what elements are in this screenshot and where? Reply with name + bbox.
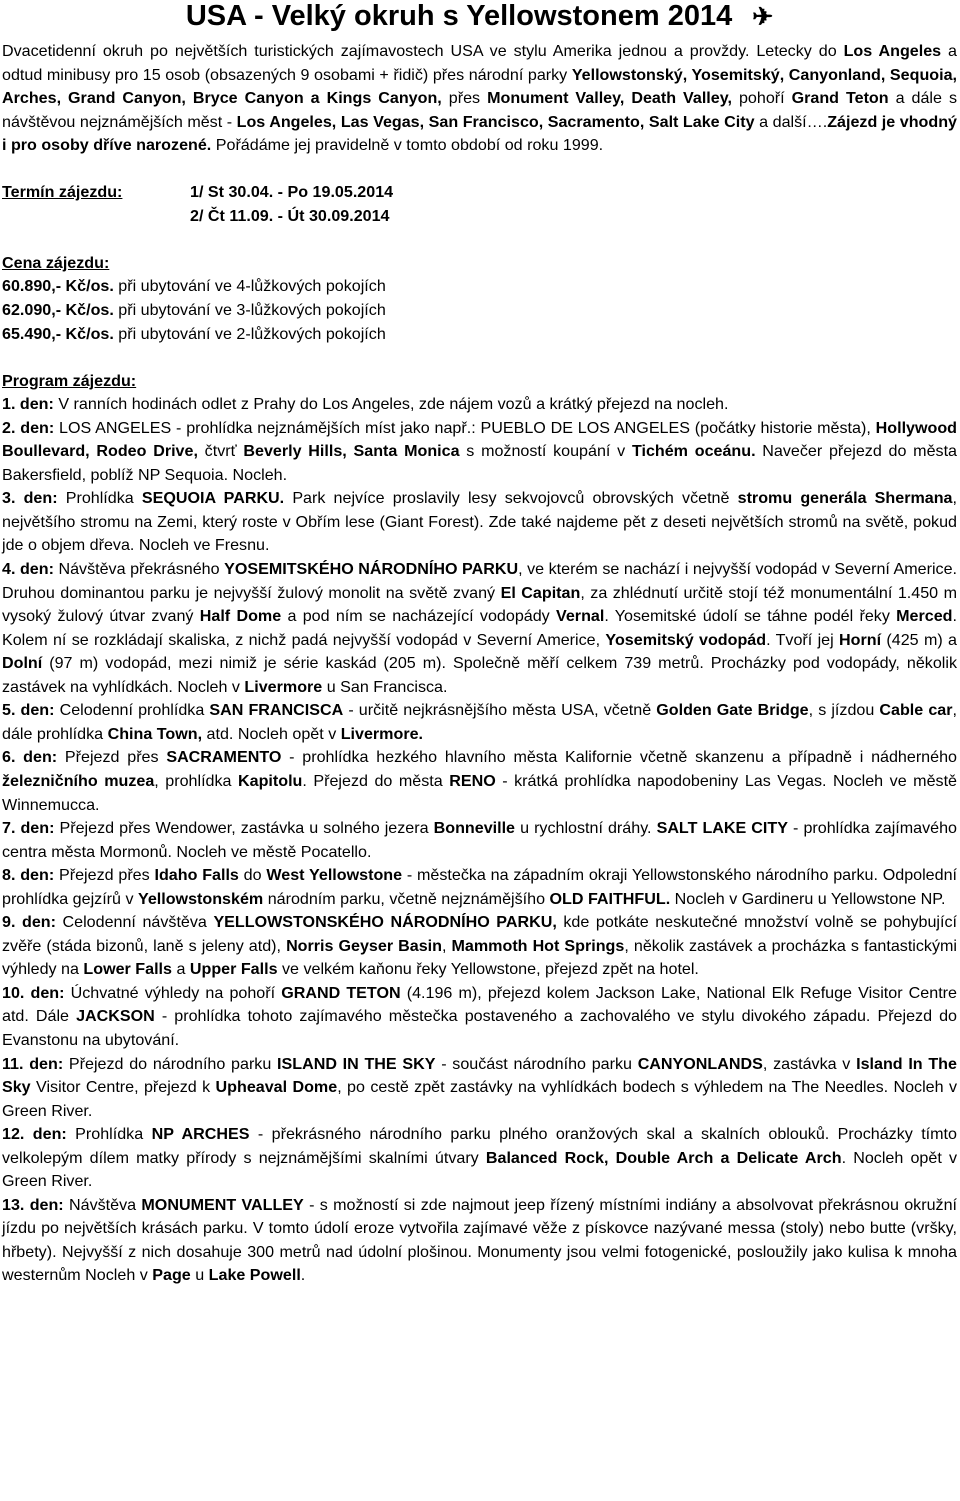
text-run: Vernal — [556, 607, 605, 626]
program-day — [2, 1123, 957, 1194]
term-date-2: 2/ Čt 11.09. - Út 30.09.2014 — [190, 206, 390, 225]
day-label: 5. den: — [2, 701, 55, 720]
program-day — [2, 817, 957, 864]
price-amount: 65.490,- Kč/os. — [2, 324, 114, 343]
text-run: kde potkáte neskutečné množství volně se pohybující zvěře (stáda bizonů, laně s jeleny atd), — [2, 913, 958, 955]
price-row-3 — [2, 323, 957, 347]
text-run: SALT LAKE CITY — [656, 819, 788, 838]
day-label: 13. den: — [2, 1195, 64, 1214]
text-run: MONUMENT VALLEY — [141, 1195, 304, 1214]
text-run: Merced — [896, 607, 953, 626]
text-run: pohoří — [731, 89, 792, 108]
day-label: 2. den: — [2, 418, 55, 437]
text-run: El Capitan — [500, 583, 581, 602]
text-run: OLD FAITHFUL. — [549, 889, 671, 908]
text-run: Norris Geyser Basin — [286, 936, 442, 955]
text-run: SAN FRANCISCA — [209, 701, 344, 720]
program-list — [2, 393, 957, 1288]
day-label: 3. den: — [2, 489, 58, 508]
text-run: Dolní — [2, 654, 43, 673]
text-run: Návštěva překrásného — [53, 560, 225, 579]
text-run: Hollywood Boullevard, Rodeo Drive, — [2, 418, 957, 461]
text-run: Celodenní návštěva — [55, 913, 214, 932]
text-run: Přejezd do národního parku — [63, 1054, 278, 1073]
text-run: , prohlídka — [154, 771, 239, 790]
text-run: Prohlídka — [66, 1125, 152, 1144]
text-run: , několik zastávek a procházka s fantastickými výhledy na — [2, 936, 957, 979]
day-label: 1. den: — [2, 395, 54, 414]
text-run: Monument Valley, Death Valley, — [487, 89, 732, 108]
text-run: , největšího stromu na Zemi, který roste v Obřím lese (Giant Forest). Zde také najdeme pět z deseti největších stromů na světě, pokud jde o objem dřeva. Nocleh ve Fresnu. — [2, 489, 957, 555]
text-run: čtvrť — [197, 442, 244, 461]
price-label: Cena zájezdu: — [2, 253, 110, 272]
text-run: a další…. — [754, 112, 828, 131]
page-title-text: USA - Velký okruh s Yellowstonem 2014 — [185, 0, 733, 32]
text-run: Beverly Hills, Santa Monica — [243, 442, 460, 461]
term-row-1 — [2, 181, 957, 205]
program-label: Program zájezdu: — [2, 371, 137, 390]
text-run: China Town, — [107, 724, 203, 743]
text-run: V ranních hodinách odlet z Prahy do Los Angeles, zde nájem vozů a krátký přejezd na nocleh. — [53, 395, 729, 414]
program-day — [2, 982, 957, 1053]
program-day — [2, 746, 957, 817]
program-day — [2, 699, 957, 746]
day-label: 6. den: — [2, 748, 58, 767]
text-run: - prohlídka zajímavého centra města Mormonů. Nocleh ve městě Pocatello. — [2, 819, 957, 861]
text-run: (97 m) vodopád, mezi nimiž je série kaskád (205 m). Společně měří celkem 739 metrů. Procházky pod vodopády, několik zastávek na vyhlídkách. Nocleh v — [2, 654, 957, 696]
text-run: Lake Powell — [208, 1266, 301, 1285]
text-run: Upper Falls — [189, 960, 278, 979]
text-run: YOSEMITSKÉHO NÁRODNÍHO PARKU — [224, 560, 519, 579]
text-run: YELLOWSTONSKÉHO NÁRODNÍHO PARKU, — [213, 913, 557, 932]
text-run: - městečka na západním okraji Yellowstonského národního parku. Odpolední prohlídka gejzírů v — [2, 866, 957, 908]
text-run: , zastávka v — [762, 1054, 857, 1073]
text-run: Úchvatné výhledy na pohoří — [64, 983, 282, 1002]
text-run: Los Angeles — [843, 42, 942, 60]
text-run: Přejezd přes Wendower, zastávka u solného jezera — [54, 819, 434, 838]
text-run: NP ARCHES — [151, 1125, 250, 1144]
text-run: SACRAMENTO — [166, 748, 282, 767]
text-run: železničního muzea — [2, 771, 155, 790]
text-run: Page — [152, 1266, 191, 1285]
text-run: Balanced Rock, Double Arch a Delicate Arch — [485, 1148, 842, 1167]
term-label: Termín zájezdu: — [2, 183, 123, 202]
text-run: a pod ním se nacházející vodopády — [281, 607, 557, 626]
day-label: 9. den: — [2, 913, 56, 932]
spacer — [2, 228, 957, 252]
program-day — [2, 417, 957, 488]
spacer — [2, 158, 957, 182]
text-run: Nocleh v Gardineru u Yellowstone NP. — [670, 889, 946, 908]
text-run: Yellowstonském — [137, 889, 264, 908]
text-run: Mammoth Hot Springs — [451, 936, 625, 955]
text-run: Celodenní prohlídka — [54, 701, 210, 720]
text-run: Golden Gate Bridge — [656, 701, 809, 720]
text-run: . — [300, 1266, 306, 1285]
text-run: - součást národního parku — [435, 1054, 638, 1073]
text-run: Los Angeles, Las Vegas, San Francisco, Sacramento, Salt Lake City — [236, 112, 755, 131]
text-run: RENO — [449, 771, 496, 790]
text-run: . Nocleh opět v Green River. — [2, 1148, 957, 1191]
text-run: - prohlídka tohoto zajímavého městečka postaveného a zachovalého ve stylu divokého západu. Přejezd do Evanstonu na ubytování. — [2, 1007, 957, 1049]
text-run: , — [441, 936, 452, 955]
text-run: národním parku, včetně nejznámějšího — [263, 889, 550, 908]
text-run: u San Francisca. — [322, 677, 448, 696]
text-run: Half Dome — [199, 607, 282, 626]
text-run: - překrásného národního parku plného oranžových skal a skalních oblouků. Procházky tímto velkolepým dílem matky přírody s nejznámějšími skalními útvary — [2, 1125, 957, 1167]
price-row-2 — [2, 299, 957, 323]
text-run: . Kolem ní se rozkládají skaliska, z nichž padá nejvyšší vodopád v Severní Americe, — [2, 607, 957, 649]
text-run: Navečer přejezd do města Bakersfield, poblíž NP Sequoia. Nocleh. — [2, 442, 957, 484]
day-label: 11. den: — [2, 1054, 64, 1073]
text-run: Cable car — [879, 701, 953, 720]
day-label: 7. den: — [2, 819, 55, 838]
text-run: , ve kterém se nachází i nejvyšší vodopád v Severní Americe. Druhou dominantou parku je nejvyšší žulový monolit na světě zvaný — [2, 560, 958, 602]
text-run: přes — [441, 89, 488, 108]
text-run: a odtud minibusy pro 15 osob (obsazených 9 osobami + řidič) přes národní parky — [2, 42, 957, 84]
text-run: prohlídka nejznámějších míst jako např.: PUEBLO DE LOS ANGELES (počátky historie města), — [186, 418, 876, 437]
price-amount: 62.090,- Kč/os. — [2, 301, 114, 320]
text-run: - s možností si zde najmout jeep řízený místními indiány a absolvovat překrásnou okružní jízdu po největších krásách parku. V tomto údolí eroze vytvořila zajímavé věže z pískovce nazývané messa (stoly) nebo butte (vršky, hřbety). Nejvyšší z nich dosahuje 300 metrů nad údolní plošinou. Monumenty jsou velmi fotogenické, posloužily jako kulisa k mnoha westernům Nocleh v — [2, 1195, 957, 1285]
text-run: GRAND TETON — [281, 983, 401, 1002]
text-run: u — [190, 1266, 209, 1285]
text-run: Návštěva — [63, 1195, 142, 1214]
text-run: Lower Falls — [83, 960, 172, 979]
intro-paragraph — [2, 40, 957, 158]
text-run: Yellowstonský, Yosemitský, Canyonland, Sequoia, Arches, Grand Canyon, Bryce Canyon a Kings Canyon, — [2, 65, 957, 108]
text-run: Kapitolu — [238, 771, 303, 790]
text-run: Horní — [839, 630, 882, 649]
text-run: Prohlídka — [57, 489, 142, 508]
price-desc: při ubytování ve 4-lůžkových pokojích — [113, 277, 386, 296]
term-date-1: 1/ St 30.04. - Po 19.05.2014 — [190, 183, 394, 202]
program-day — [2, 911, 957, 982]
text-run: JACKSON — [76, 1007, 155, 1026]
price-amount: 60.890,- Kč/os. — [2, 277, 114, 296]
text-run: Visitor Centre, přejezd k — [30, 1078, 216, 1097]
text-run: Grand Teton — [791, 89, 889, 108]
day-label: 10. den: — [2, 983, 65, 1002]
text-run: . Tvoří jej — [766, 630, 840, 649]
price-row-1 — [2, 275, 957, 299]
text-run: a — [171, 960, 190, 979]
text-run: (425 m) a — [881, 630, 957, 649]
spacer — [2, 346, 957, 370]
text-run: West Yellowstone — [266, 866, 403, 885]
text-run: Livermore. — [340, 724, 424, 743]
text-run: , s jízdou — [808, 701, 880, 720]
text-run: ISLAND IN THE SKY — [277, 1054, 436, 1073]
term-row-2 — [2, 205, 957, 229]
term-label-spacer — [2, 205, 190, 229]
text-run: , dále prohlídka — [2, 701, 957, 743]
text-run: Island In The Sky — [2, 1054, 957, 1097]
text-run: - určitě nejkrásnějšího města USA, včetně — [343, 701, 657, 720]
program-day — [2, 1194, 957, 1288]
text-run: ve velkém kaňonu řeky Yellowstone, přejezd zpět na hotel. — [277, 960, 699, 979]
text-run: Dvacetidenní okruh po největších turistických zajímavostech USA ve stylu Amerika jednou a provždy. Letecky do — [2, 42, 844, 60]
text-run: Zájezd je vhodný i pro osoby dříve narozené. — [2, 112, 957, 155]
day-label: 8. den: — [2, 866, 55, 885]
text-run: Yosemitský vodopád — [605, 630, 767, 649]
text-run: Upheaval Dome — [215, 1078, 338, 1097]
text-run: stromu generála Shermana — [737, 489, 953, 508]
text-run: - prohlídka hezkého hlavního města Kalifornie včetně skanzenu a případně i nádherného — [281, 748, 957, 767]
text-run: , po cestě zpět zastávky na vyhlídkách bodech s výhledem na The Needles. Nocleh v Green River. — [2, 1078, 957, 1120]
text-run: Livermore — [244, 677, 323, 696]
text-run: . Přejezd do města — [302, 771, 450, 790]
text-run: Park nejvíce proslavily lesy sekvojovců obrovských včetně — [284, 489, 738, 508]
text-run: s možností koupání v — [459, 442, 632, 461]
text-run: Tichém oceánu. — [631, 442, 756, 461]
text-run: Přejezd přes — [54, 866, 155, 885]
text-run: Přejezd přes — [57, 748, 167, 767]
price-desc: při ubytování ve 3-lůžkových pokojích — [113, 301, 386, 320]
text-run: u rychlostní dráhy. — [515, 819, 657, 838]
text-run: (4.196 m), přejezd kolem Jackson Lake, National Elk Refuge Visitor Centre atd. Dále — [2, 983, 957, 1026]
text-run: SEQUOIA PARKU. — [141, 489, 285, 508]
program-day — [2, 487, 957, 558]
text-run: Idaho Falls — [154, 866, 239, 885]
day-label: 12. den: — [2, 1125, 67, 1144]
text-run: , za zhlédnutí určitě stojí též monumentální 1.450 m vysoký žulový útvar zvaný — [2, 583, 957, 626]
price-desc: při ubytování ve 2-lůžkových pokojích — [113, 324, 386, 343]
program-day — [2, 393, 957, 417]
text-run: Bonneville — [433, 819, 516, 838]
text-run: - krátká prohlídka napodobeniny Las Vegas. Nocleh ve městě Winnemucca. — [2, 771, 957, 814]
program-day — [2, 558, 957, 699]
text-run: atd. Nocleh opět v — [202, 724, 341, 743]
program-day — [2, 864, 957, 911]
airplane-icon: ✈ — [752, 3, 774, 31]
text-run: do — [238, 866, 267, 885]
text-run: . Yosemitské údolí se táhne podél řeky — [604, 607, 897, 626]
page-title — [2, 0, 957, 40]
day-label: 4. den: — [2, 560, 54, 579]
program-day — [2, 1053, 957, 1124]
text-run: Pořádáme jej pravidelně v tomto období od roku 1999. — [211, 136, 604, 155]
text-run: CANYONLANDS — [637, 1054, 763, 1073]
text-run: LOS ANGELES - — [54, 418, 187, 437]
text-run: a dále s návštěvou nejznámějších měst - — [2, 89, 957, 131]
